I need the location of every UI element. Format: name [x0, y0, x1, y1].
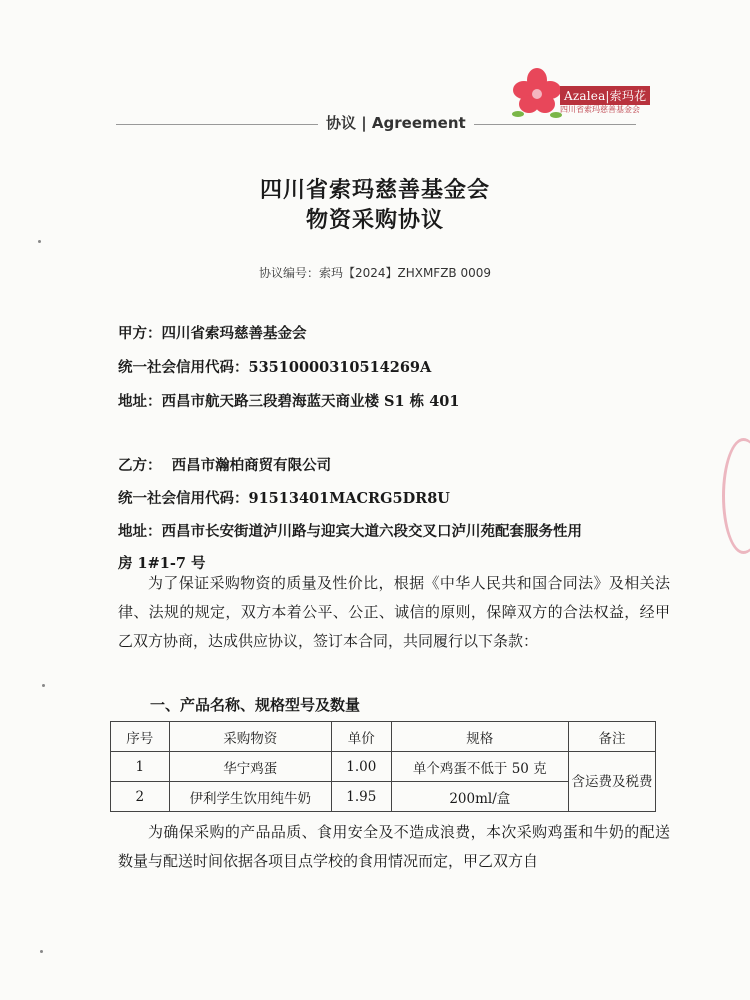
cell-spec: 200ml/盒	[391, 782, 569, 812]
section-heading-products: 一、产品名称、规格型号及数量	[150, 696, 361, 714]
intro-paragraph: 为了保证采购物资的质量及性价比，根据《中华人民共和国合同法》及相关法律、法规的规定，双方本着公平、公正、诚信的原则，保障双方的合法权益，经甲乙双方协商，达成供应协议，签订本合同，共同履行以下条款：	[118, 574, 670, 650]
header-tag: 协议 | Agreement	[318, 112, 474, 133]
header-cell-remark: 备注	[569, 722, 656, 752]
cell-index: 2	[111, 782, 170, 812]
scan-speck	[40, 950, 43, 953]
product-table	[110, 721, 656, 812]
party-a-credit-code: 统一社会信用代码：53510000310514269A	[118, 359, 432, 376]
scan-speck	[42, 684, 45, 687]
agreement-number: 协议编号：索玛【2024】ZHXMFZB 0009	[258, 266, 492, 280]
party-b-name: 乙方： 西昌市瀚柏商贸有限公司	[118, 457, 332, 474]
cell-index: 1	[111, 752, 170, 782]
header-cell-spec: 规格	[391, 722, 569, 752]
party-b-credit-code: 统一社会信用代码：91513401MACRG5DR8U	[118, 490, 450, 507]
cell-remark: 含运费及税费	[569, 752, 656, 812]
party-a-address: 地址：西昌市航天路三段碧海蓝天商业楼 S1 栋 401	[118, 393, 460, 410]
party-a-name: 甲方：四川省索玛慈善基金会	[118, 325, 307, 342]
logo-subtitle: 四川省索玛慈善基金会	[560, 105, 640, 114]
header-cell-index: 序号	[111, 722, 170, 752]
closing-paragraph: 为确保采购的产品品质、食用安全及不造成浪费，本次采购鸡蛋和牛奶的配送数量与配送时间依据各项目点学校的食用情况而定，甲乙双方自	[118, 823, 670, 870]
header-cell-item: 采购物资	[169, 722, 331, 752]
party-b-address-line1: 地址：西昌市长安街道泸川路与迎宾大道六段交叉口泸川苑配套服务性用	[118, 523, 582, 540]
header-cell-price: 单价	[332, 722, 392, 752]
scan-speck	[38, 240, 41, 243]
document-title-line1: 四川省索玛慈善基金会	[259, 178, 490, 203]
foundation-logo	[508, 66, 678, 122]
cell-item: 华宁鸡蛋	[169, 752, 331, 782]
table-row	[111, 752, 656, 782]
cell-spec: 单个鸡蛋不低于 50 克	[391, 752, 569, 782]
document-title-line2: 物资采购协议	[305, 208, 444, 233]
cell-price: 1.95	[332, 782, 392, 812]
cell-price: 1.00	[332, 752, 392, 782]
party-b-address-line2: 房 1#1-7 号	[118, 555, 206, 572]
azalea-flower-icon	[508, 66, 566, 122]
logo-brand-text: Azalea|索玛花	[560, 86, 650, 105]
partial-seal-stamp	[722, 438, 750, 554]
table-header-row	[111, 722, 656, 752]
cell-item: 伊利学生饮用纯牛奶	[169, 782, 331, 812]
